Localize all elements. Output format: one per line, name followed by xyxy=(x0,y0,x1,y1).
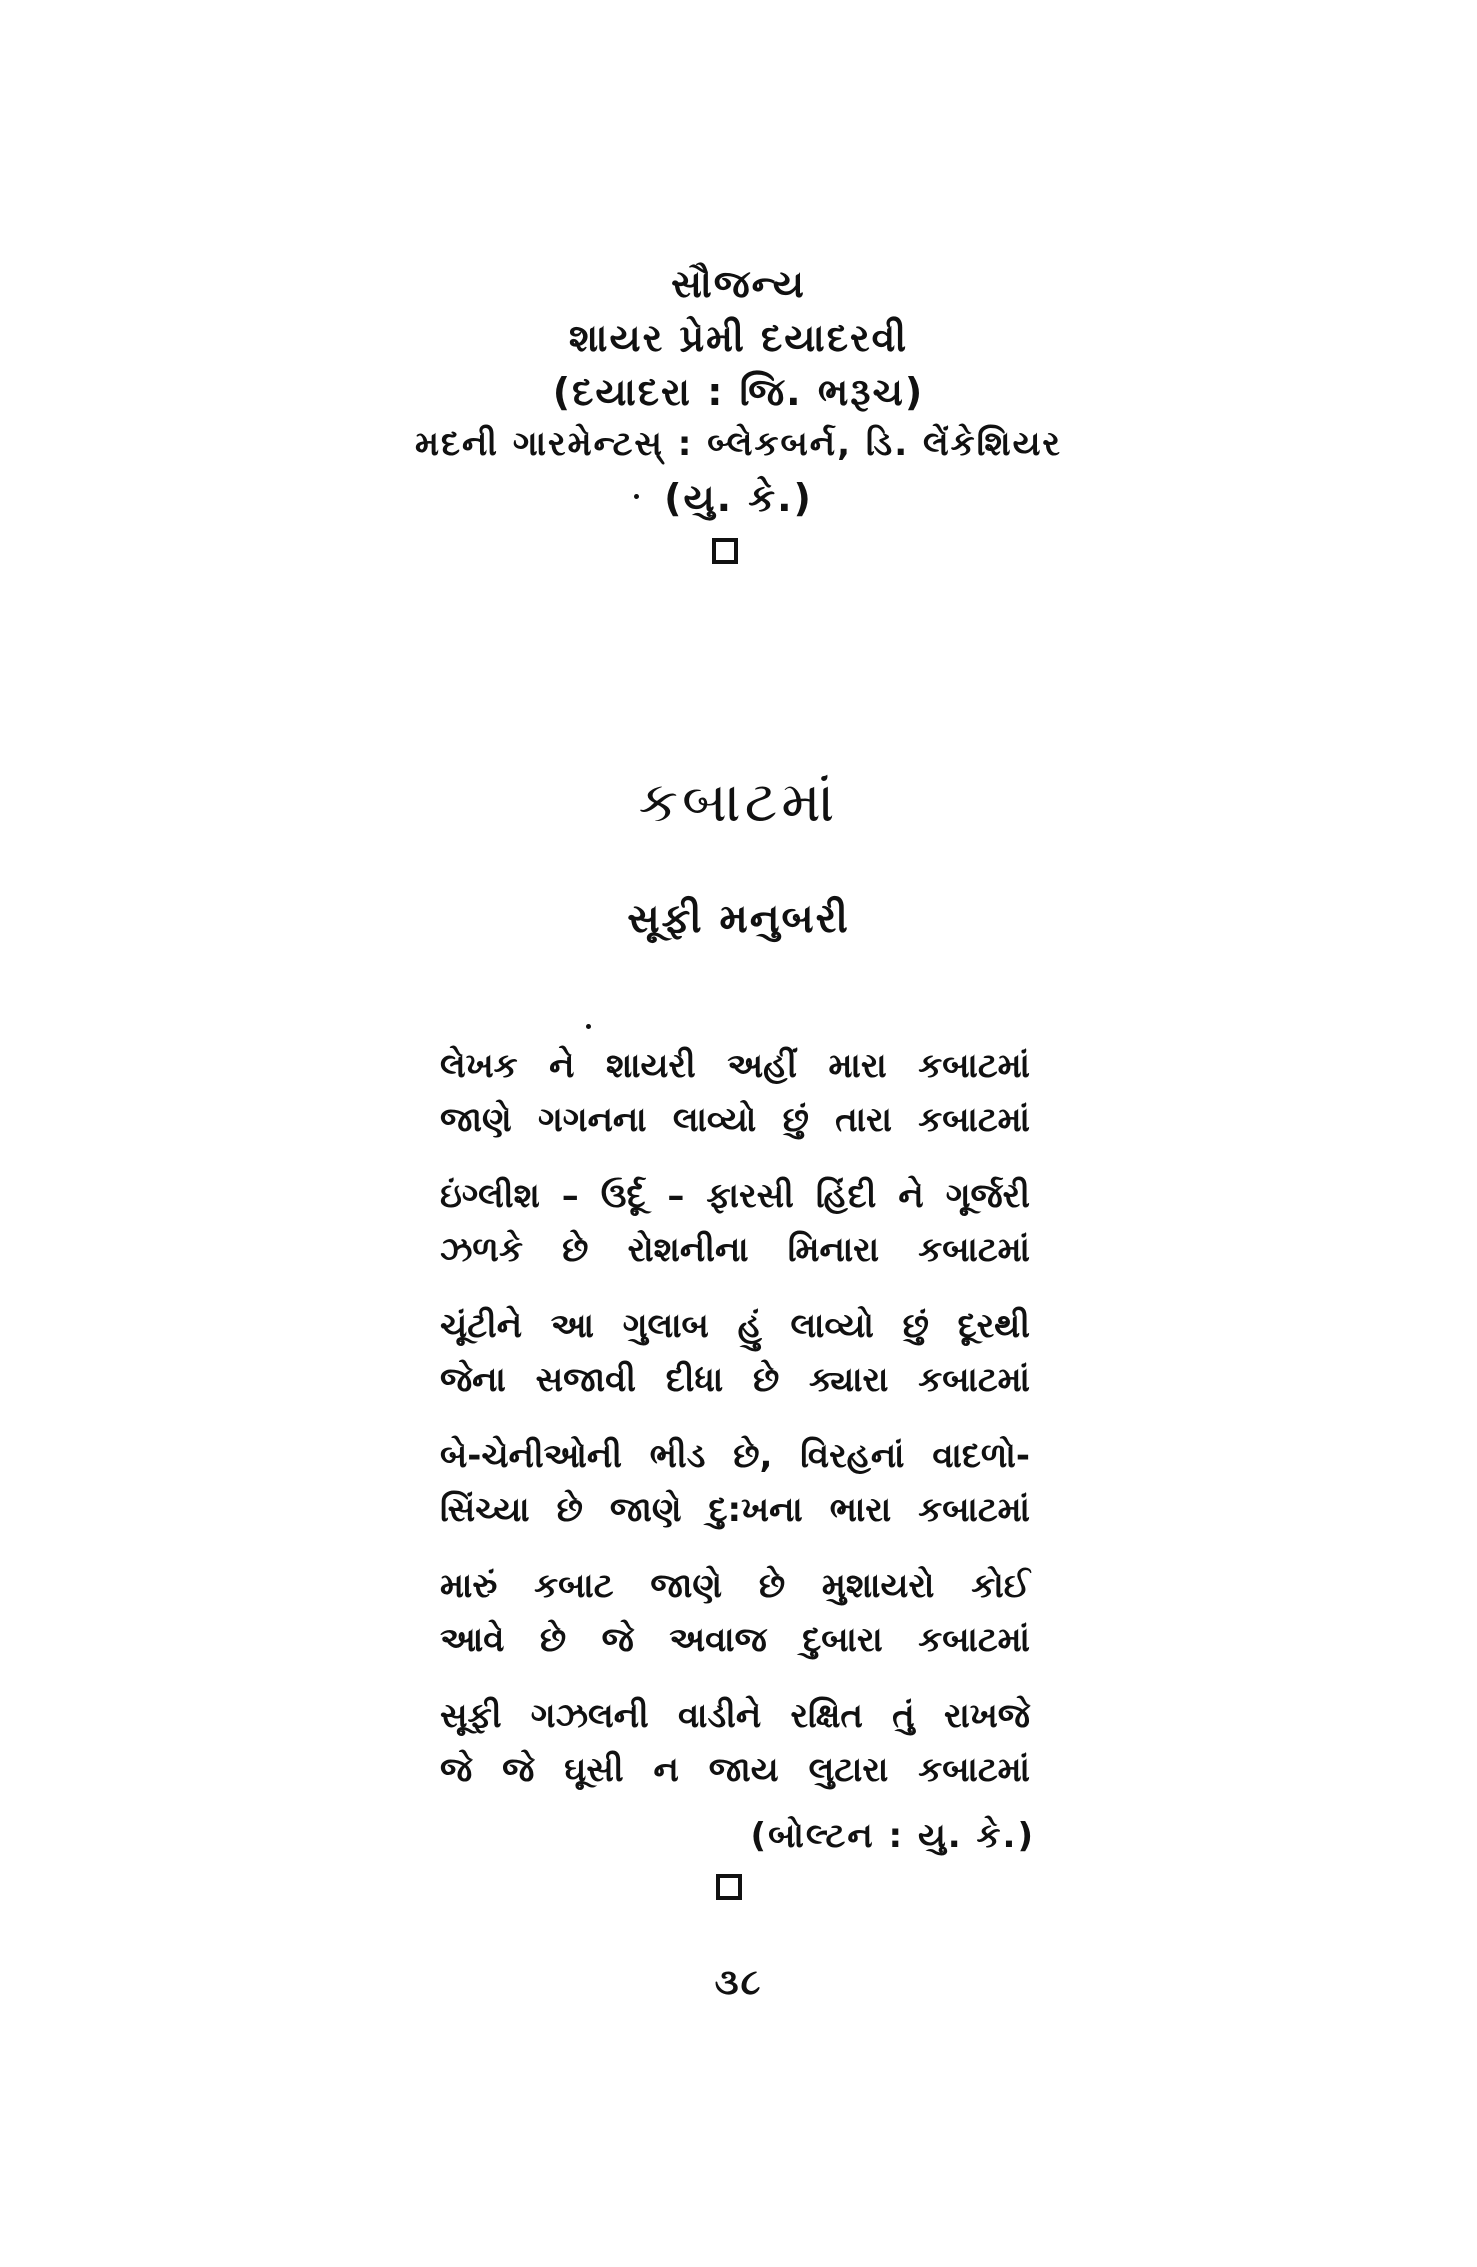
verse-word: આવે xyxy=(440,1620,505,1660)
verse-word: કબાટમાં xyxy=(918,1046,1030,1086)
verse-line xyxy=(440,1750,1030,1798)
verse-line xyxy=(440,1620,1030,1668)
verse-word: મારા xyxy=(828,1046,887,1086)
verse-word: ભીડ xyxy=(649,1436,706,1476)
verse-line xyxy=(440,1490,1030,1538)
verse-word: દૂરથી xyxy=(957,1306,1030,1346)
verse-word: દુ:ખના xyxy=(708,1490,803,1530)
verse-word: છે xyxy=(556,1490,583,1530)
verse-word: ગઝલની xyxy=(530,1696,649,1736)
verse-word: સૂફી xyxy=(440,1696,502,1736)
verse-word: જેના xyxy=(440,1360,506,1400)
verse-word: ને xyxy=(549,1046,575,1086)
verse-word: લુટારા xyxy=(808,1750,889,1790)
verse-word: જાણે xyxy=(609,1490,682,1530)
verse-word: મારું xyxy=(440,1566,498,1606)
credit-poet-name: શાયર પ્રેમી દયાદરવી xyxy=(568,316,909,360)
verse-word: – xyxy=(561,1176,579,1216)
verse-word: – xyxy=(667,1176,685,1216)
verse-word: જાય xyxy=(708,1750,779,1790)
verse-word: અહીં xyxy=(727,1046,797,1086)
poem-author: સૂફી મનુબરી xyxy=(627,896,850,942)
credit-sponsor: મદની ગારમેન્ટસ્ : બ્લેકબર્ન, ડિ. લેંકેશિયર xyxy=(414,424,1063,464)
verse-word: છે xyxy=(539,1620,567,1660)
section-separator-box xyxy=(712,538,738,564)
verse-word: વાડીને xyxy=(678,1696,762,1736)
poem-title: કબાટમાં xyxy=(638,770,839,835)
ink-dot xyxy=(586,1024,591,1029)
verse-word: રાખજે xyxy=(943,1696,1030,1736)
verse-word: ફારસી xyxy=(706,1176,794,1216)
verse-word: ને xyxy=(898,1176,924,1216)
verse-word: જાણે xyxy=(440,1100,512,1140)
verse-word: ગગનના xyxy=(537,1100,647,1140)
verse-word: ગૂર્જરી xyxy=(945,1176,1030,1216)
verse-word: અવાજ xyxy=(669,1620,767,1660)
verse-word: લાવ્યો xyxy=(672,1100,757,1140)
verse-word: ભારા xyxy=(829,1490,892,1530)
verse-word: તું xyxy=(892,1696,915,1736)
credit-country: (યુ. કે.) xyxy=(664,476,813,520)
verse-word: ઝળકે xyxy=(440,1230,523,1270)
verse-word: રોશનીના xyxy=(627,1230,749,1270)
verse-line xyxy=(440,1100,1030,1148)
verse-word: હું xyxy=(737,1306,762,1346)
verse-word: કબાટ xyxy=(534,1566,614,1606)
verse-line xyxy=(440,1176,1030,1224)
verse-line xyxy=(440,1046,1030,1094)
verse-word: ઉર્દૂ xyxy=(600,1176,646,1216)
verse-word: શાયરી xyxy=(606,1046,696,1086)
verse-word: કબાટમાં xyxy=(918,1230,1030,1270)
verse-word: કબાટમાં xyxy=(918,1360,1030,1400)
verse-line xyxy=(440,1436,1030,1484)
verse-word: છું xyxy=(782,1100,809,1140)
verse-word: કબાટમાં xyxy=(918,1620,1030,1660)
verse-word: લેખક xyxy=(440,1046,518,1086)
verse-word: ન xyxy=(653,1750,679,1790)
verse-word: છું xyxy=(902,1306,929,1346)
poem-signature: (બોલ્ટન : યુ. કે.) xyxy=(750,1816,1035,1856)
verse-word: હિંદી xyxy=(815,1176,877,1216)
verse-word: વાદળો- xyxy=(932,1436,1030,1476)
verse-word: આ xyxy=(550,1306,594,1346)
verse-line xyxy=(440,1230,1030,1278)
verse-word: રક્ષિત xyxy=(790,1696,863,1736)
verse-word: કોઈ xyxy=(971,1566,1030,1606)
verse-word: લાવ્યો xyxy=(790,1306,874,1346)
verse-word: જે xyxy=(502,1750,535,1790)
verse-line xyxy=(440,1360,1030,1408)
verse-word: દુબારા xyxy=(802,1620,883,1660)
verse-word: છે xyxy=(562,1230,589,1270)
verse-word: ચૂંટીને xyxy=(440,1306,523,1346)
verse-word: સજાવી xyxy=(535,1360,637,1400)
verse-word: દીધા xyxy=(665,1360,724,1400)
verse-word: ઇંગ્લીશ xyxy=(440,1176,540,1216)
verse-word: તારા xyxy=(835,1100,892,1140)
verse-line xyxy=(440,1566,1030,1614)
verse-word: છે xyxy=(758,1566,786,1606)
credit-poet-place: (દયાદરા : જિ. ભરૂચ) xyxy=(552,370,925,414)
verse-word: મુશાયરો xyxy=(821,1566,935,1606)
verse-word: છે xyxy=(752,1360,780,1400)
verse-word: કબાટમાં xyxy=(918,1750,1030,1790)
verse-word: મિનારા xyxy=(787,1230,880,1270)
verse-word: જે xyxy=(440,1750,473,1790)
verse-line xyxy=(440,1306,1030,1354)
credit-heading: સૌજન્ય xyxy=(671,262,806,306)
verse-word: કબાટમાં xyxy=(918,1490,1030,1530)
verse-word: સિંચ્યા xyxy=(440,1490,530,1530)
ink-dot xyxy=(634,494,639,499)
verse-word: કબાટમાં xyxy=(918,1100,1030,1140)
verse-word: છે, xyxy=(733,1436,773,1476)
verse-word: જે xyxy=(601,1620,634,1660)
end-separator-box xyxy=(716,1874,742,1900)
verse-word: જાણે xyxy=(650,1566,722,1606)
page-number: ૩૮ xyxy=(714,1962,763,2003)
verse-word: ક્યારા xyxy=(809,1360,889,1400)
verse-line xyxy=(440,1696,1030,1744)
verse-word: ઘૂસી xyxy=(564,1750,624,1790)
verse-word: વિરહનાં xyxy=(800,1436,905,1476)
verse-word: ગુલાબ xyxy=(622,1306,709,1346)
verse-word: બે-ચેનીઓની xyxy=(440,1436,622,1476)
